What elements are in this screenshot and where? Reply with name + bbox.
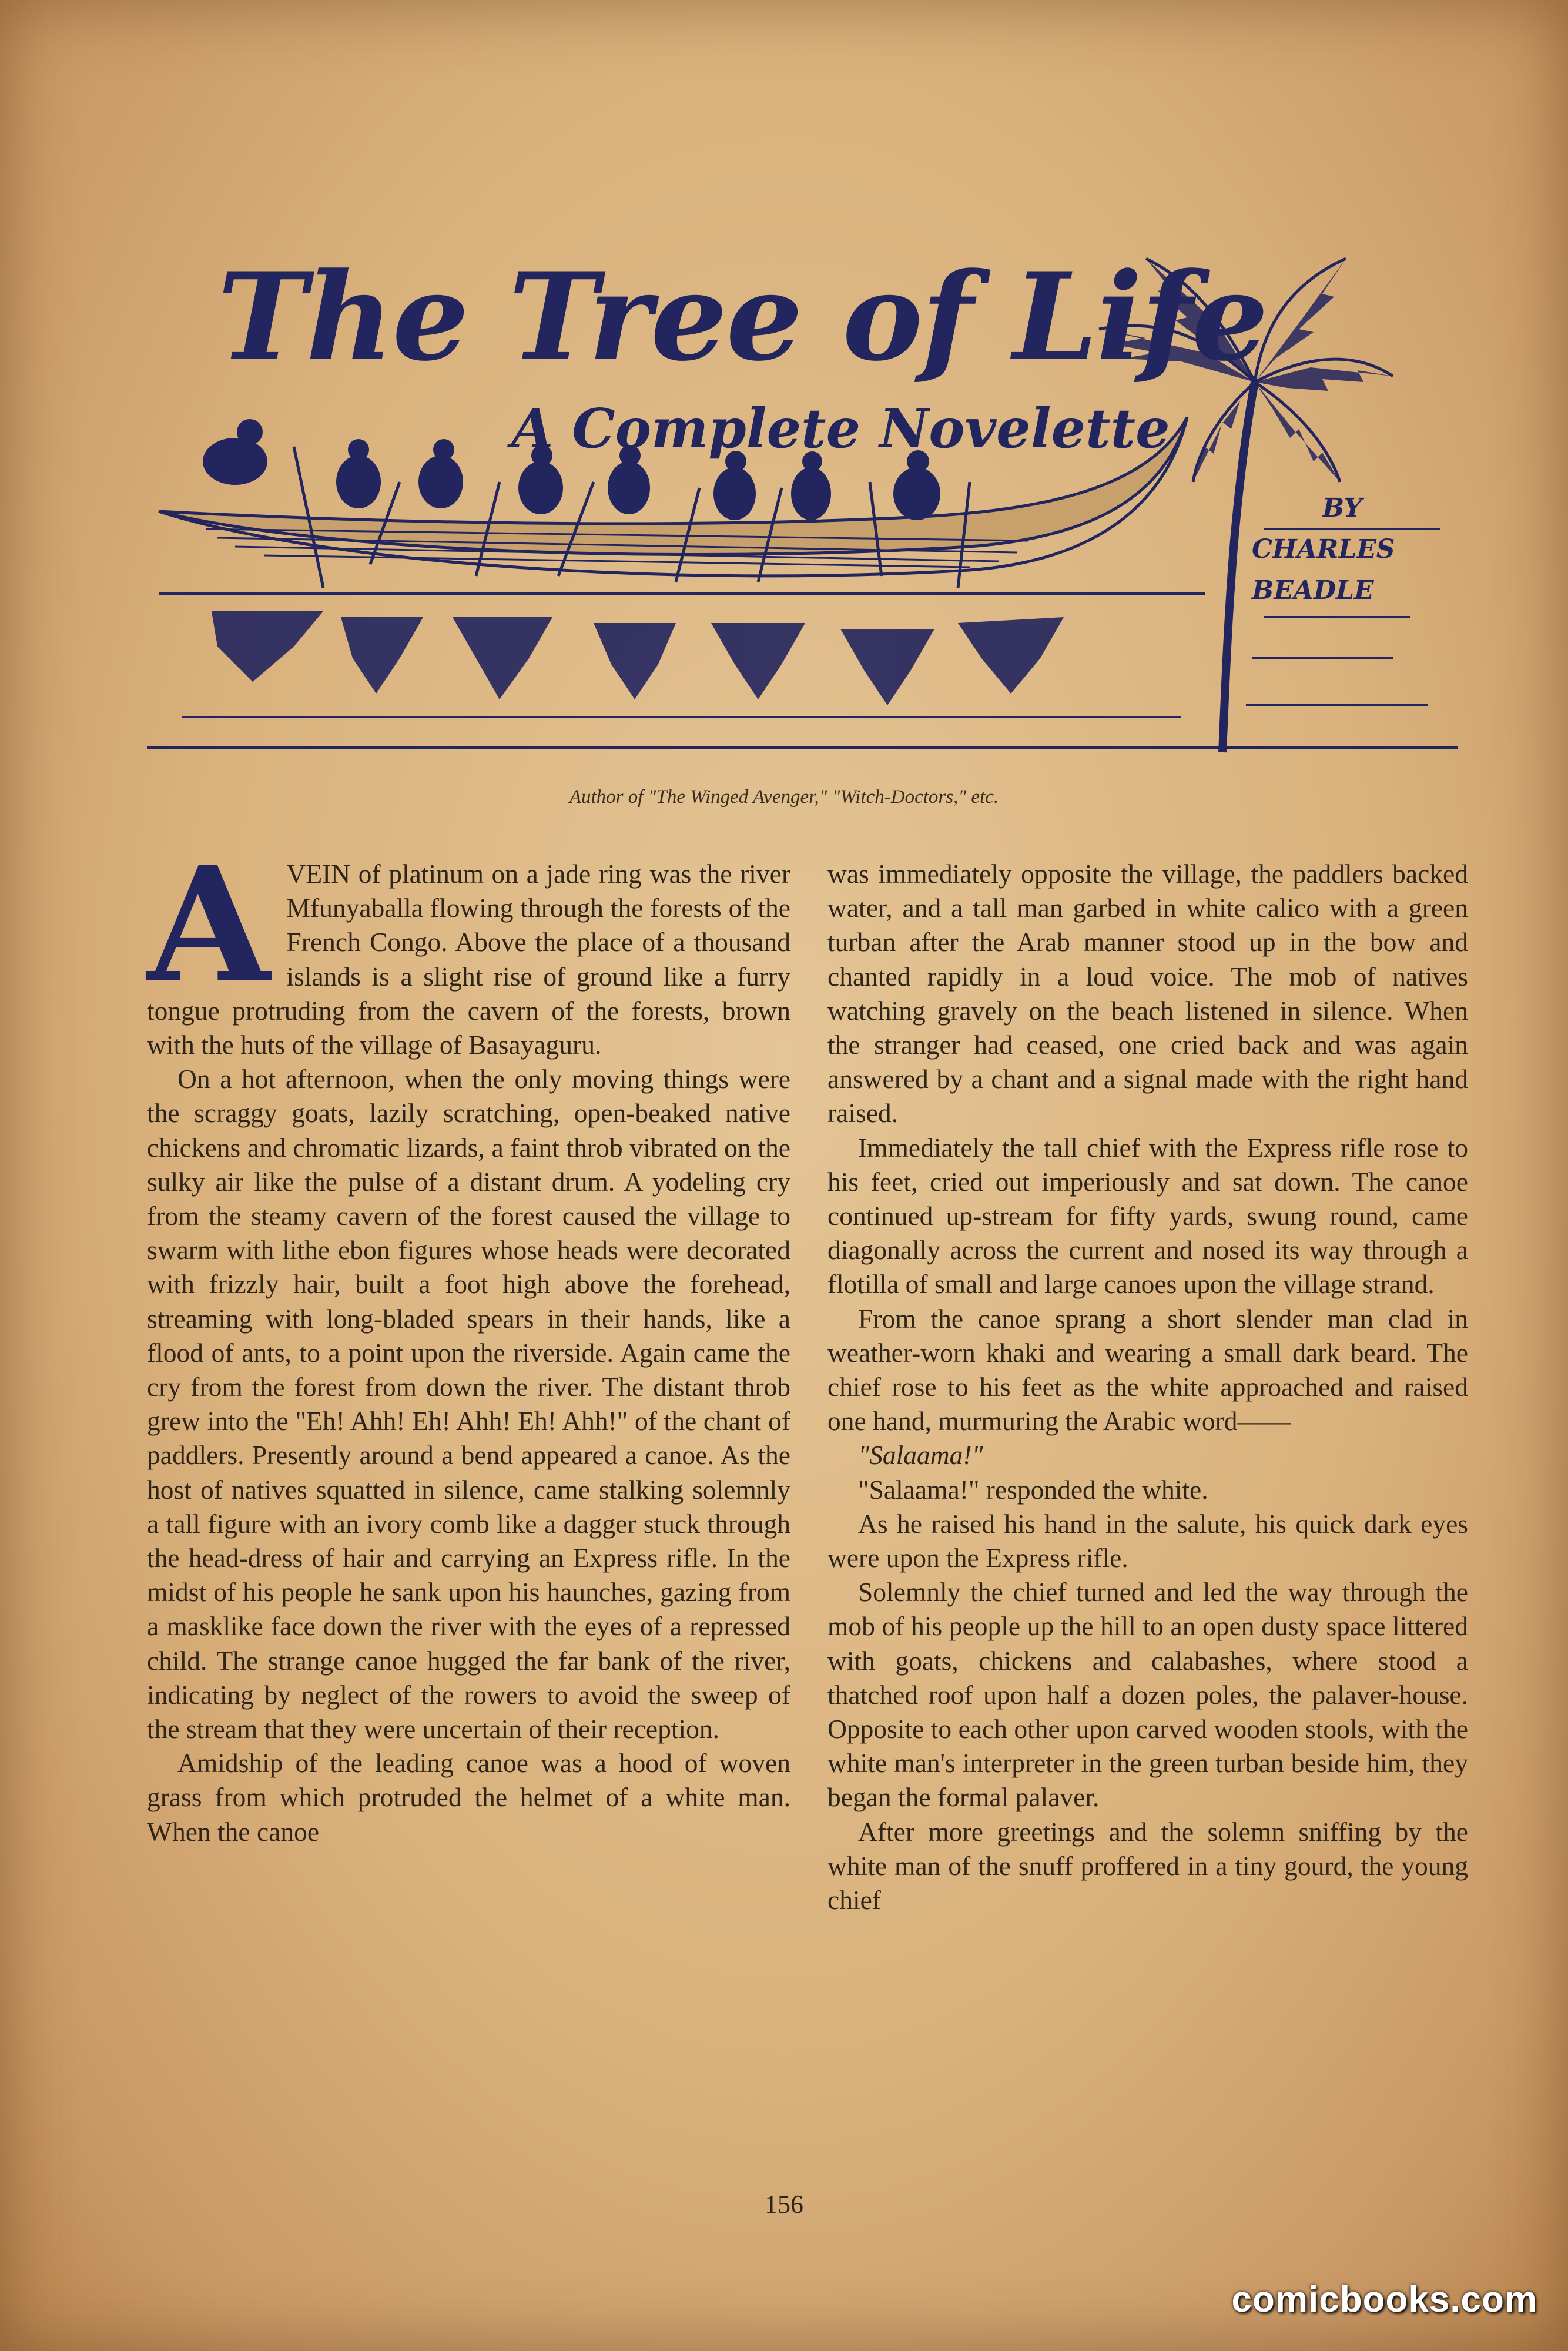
paragraph: From the canoe sprang a short slender man clad in weather-worn khaki and wearing a small dark beard. The chief rose to his feet as the white approached and raised one hand, murmuring the Arabic word—— [827, 1303, 1468, 1436]
left-column [147, 831, 790, 1849]
story-title: The Tree of Life [217, 247, 1268, 388]
paragraph: After more greetings and the solemn sniffing by the white man of the snuff proffered in a tiny gourd, the young chief [827, 1816, 1468, 1915]
story-subtitle: A Complete Novelette [511, 397, 1170, 460]
paragraph [147, 831, 790, 1062]
author-note: Author of "The Winged Avenger," "Witch-Doctors," etc. [569, 786, 999, 808]
author-first-name: CHARLES [1252, 534, 1395, 564]
right-column [827, 857, 1468, 1917]
paragraph-dialogue: "Salaama!" responded the white. [858, 1474, 1208, 1505]
author-last-name: BEADLE [1252, 575, 1374, 605]
paragraph-text: VEIN of platinum on a jade ring was the river Mfunyaballa flowing through the forests of the French Congo. Above the place of a thousand islands is a slight rise of ground like a furry tongue protruding from the cavern of the forests, brown with the huts of the village of Basayaguru. [147, 859, 790, 1060]
watermark: comicbooks.com [1231, 2279, 1537, 2320]
paragraph: On a hot afternoon, when the only moving things were the scraggy goats, lazily scratching, open-beaked native chickens and chromatic lizards, a faint throb vibrated on the sulky air like the pulse of a distant drum. A yodeling cry from the steamy cavern of the forest caused the village to swarm with lithe ebon figures whose heads were decorated with frizzly hair, built a foot high above the forehead, streaming with long-bladed spears in their hands, like a flood of ants, to a point upon the riverside. Again came the cry from the forest from down the river. The distant throb grew into the "Eh! Ahh! Eh! Ahh! Eh! Ahh!" of the chant of paddlers. Presently around a bend appeared a canoe. As the host of natives squatted in silence, came stalking solemnly a tall figure with an ivory comb like a dagger stuck through the head-dress of hair and carrying an Express rifle. In the midst of his people he sank upon his haunches, gazing from a masklike face down the river with the eyes of a repressed child. The strange canoe hugged the far bank of the river, indicating by neglect of the rowers to avoid the sweep of the stream that they were uncertain of their reception. [147, 1064, 790, 1744]
header-illustration [147, 235, 1458, 764]
paragraph: As he raised his hand in the salute, his quick dark eyes were upon the Express rifle. [827, 1508, 1468, 1573]
paragraph: Immediately the tall chief with the Express rifle rose to his feet, cried out imperiously and sat down. The canoe continued up-stream for fifty yards, swung round, came diagonally across the current and nosed its way through a flotilla of small and large canoes upon the village strand. [827, 1132, 1468, 1300]
paragraph: Solemnly the chief turned and led the way through the mob of his people up the hill to an open dusty space littered with goats, chickens and calabashes, where stood a thatched roof upon half a dozen poles, the palaver-house. Opposite to each other upon carved wooden stools, with the white man's interpreter in the green turban beside him, they began the formal palaver. [827, 1577, 1468, 1813]
paragraph: Amidship of the leading canoe was a hood of woven grass from which protruded the helmet of a white man. When the canoe [147, 1748, 790, 1847]
paragraph-dialogue: "Salaama!" [858, 1440, 983, 1471]
page-number: 156 [765, 2190, 803, 2219]
drop-cap: A [147, 831, 270, 1018]
byline [1252, 488, 1395, 611]
paragraph: was immediately opposite the village, the paddlers backed water, and a tall man garbed in white calico with a green turban after the Arab manner stood up in the bow and chanted rapidly in a loud voice. The mob of natives watching gravely on the beach listened in silence. When the stranger had ceased, one cried back and was again answered by a chant and a signal made with the right hand raised. [827, 859, 1468, 1128]
byline-by: BY [1322, 493, 1362, 523]
